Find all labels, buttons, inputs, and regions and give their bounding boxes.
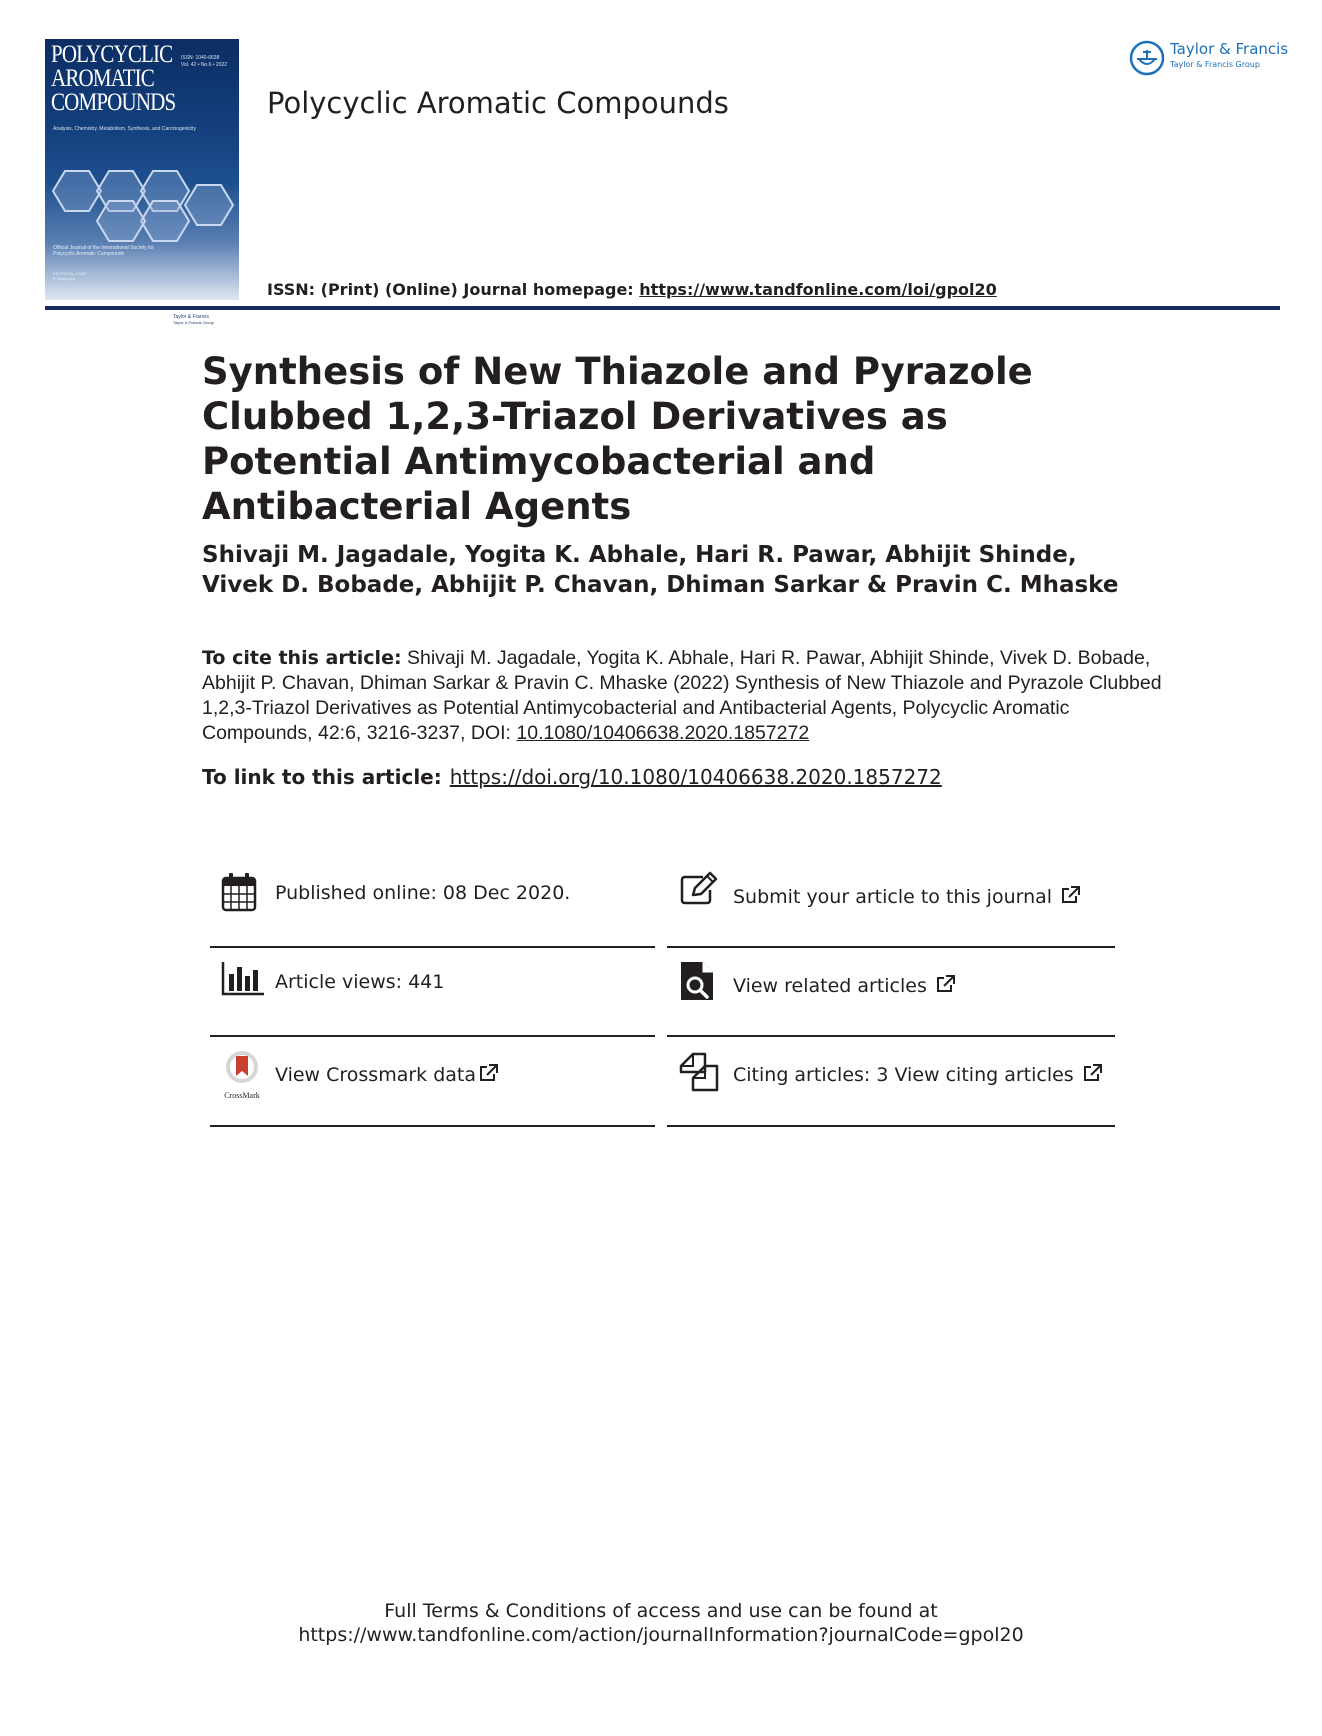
tile-divider: [210, 1125, 655, 1127]
article-title: Synthesis of New Thiazole and Pyrazole Clubbed 1,2,3-Triazol Derivatives as Potential Antimycobacterial and Antibacterial Agents: [202, 350, 1033, 528]
citation-label: To cite this article:: [202, 647, 402, 669]
external-link-icon: [1060, 886, 1080, 904]
cover-title: POLYCYCLIC AROMATIC COMPOUNDS: [51, 41, 176, 116]
calendar-icon: [221, 872, 257, 912]
cover-official-text: Official Journal of the International Society for Polycyclic Aromatic Compounds: [53, 245, 154, 257]
crossmark-logo-icon[interactable]: [222, 1050, 262, 1092]
journal-cover-image: [45, 39, 239, 325]
article-authors: Shivaji M. Jagadale, Yogita K. Abhale, Hari R. Pawar, Abhijit Shinde, Vivek D. Bobade, Abhijit P. Chavan, Dhiman Sarkar & Pravin C. Mhaske: [202, 542, 1119, 598]
tile-divider: [210, 946, 655, 948]
issn-label: ISSN: (Print) (Online) Journal homepage:: [267, 280, 640, 299]
footer-terms: [0, 1599, 1322, 1647]
header-divider: [45, 306, 1280, 310]
related-articles-link[interactable]: View related articles: [733, 975, 955, 997]
article-views-text: Article views: 441: [275, 971, 445, 993]
cover-publisher: Taylor & Francis Taylor & Francis Group: [173, 314, 214, 325]
external-link-icon: [478, 1064, 498, 1082]
journal-title: Polycyclic Aromatic Compounds: [267, 86, 729, 120]
article-doi-url-link[interactable]: https://doi.org/10.1080/10406638.2020.1857272: [449, 765, 942, 789]
tile-divider: [667, 1125, 1115, 1127]
bar-chart-icon: [221, 962, 265, 996]
citation-text: Shivaji M. Jagadale, Yogita K. Abhale, Hari R. Pawar, Abhijit Shinde, Vivek D. Bobade, Abhijit P. Chavan, Dhiman Sarkar & Pravin C. Mhaske (2022) Synthesis of New Thiazole and Pyrazole Clubbed 1,2,3-Triazol Derivatives as Potential Antimycobacterial and Antibacterial Agents, Polycyclic Aromatic Compounds, 42:6, 3216-3237, DOI:: [202, 647, 1162, 744]
journal-homepage-link[interactable]: https://www.tandfonline.com/loi/gpol20: [639, 280, 997, 299]
publisher-name: Taylor & Francis: [1170, 40, 1289, 58]
external-link-icon: [935, 975, 955, 993]
submit-article-link[interactable]: Submit your article to this journal: [733, 886, 1080, 908]
copy-documents-icon[interactable]: [679, 1052, 719, 1092]
external-link-icon: [1082, 1064, 1102, 1082]
citing-articles-link[interactable]: Citing articles: 3 View citing articles: [733, 1064, 1102, 1086]
published-online-text: Published online: 08 Dec 2020.: [275, 882, 571, 904]
taylor-francis-logo-icon: [1128, 39, 1166, 77]
article-link-label: To link to this article:: [202, 765, 442, 789]
tile-divider: [667, 1035, 1115, 1037]
doi-link[interactable]: 10.1080/10406638.2020.1857272: [516, 722, 810, 744]
article-link-line: [202, 765, 942, 789]
citation-block: [202, 646, 1162, 746]
tile-divider: [210, 1035, 655, 1037]
cover-editor: EDITOR-IN-CHIEF P. Garrigues: [53, 271, 87, 281]
tile-divider: [667, 946, 1115, 948]
cover-subtitle: Analysis, Chemistry, Metabolism, Synthesis, and Carcinogenicity: [53, 126, 197, 132]
crossmark-link[interactable]: View Crossmark data: [275, 1064, 498, 1086]
footer-terms-text: Full Terms & Conditions of access and use can be found at: [384, 1600, 938, 1622]
crossmark-logo-text: CrossMark: [224, 1091, 260, 1100]
publisher-group: Taylor & Francis Group: [1170, 60, 1260, 69]
issn-line: [267, 280, 997, 299]
search-document-icon[interactable]: [679, 960, 715, 1002]
footer-terms-url[interactable]: https://www.tandfonline.com/action/journalInformation?journalCode=gpol20: [298, 1624, 1024, 1646]
cover-issn: ISSN: 1040-6638 Vol. 42 • No.6 • 2022: [181, 55, 228, 68]
edit-pencil-icon[interactable]: [679, 872, 719, 908]
